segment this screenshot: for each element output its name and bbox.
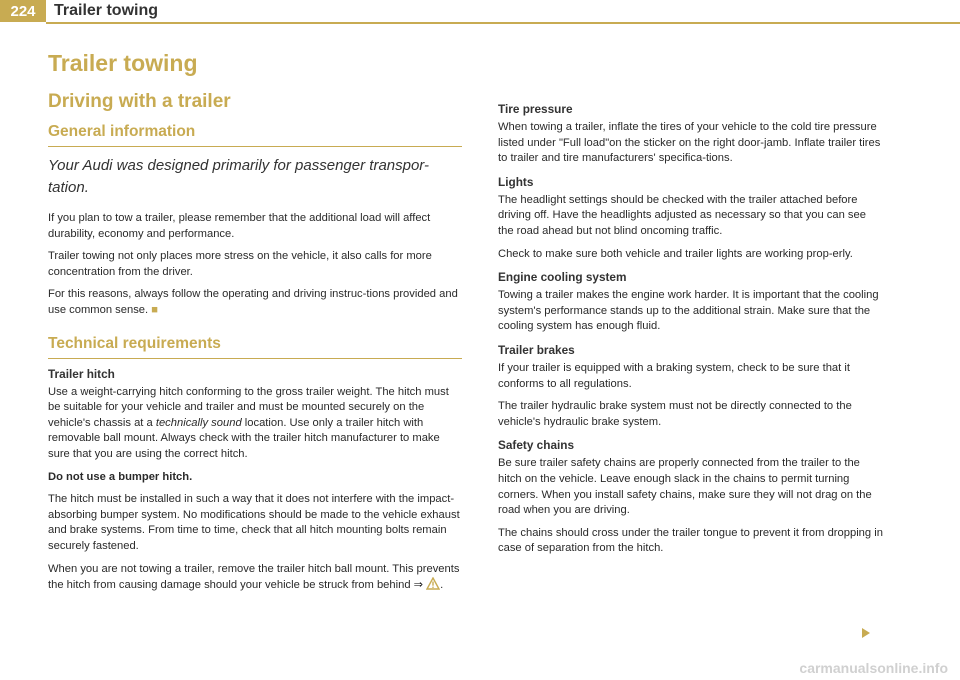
hitch-paragraph-1-text-b: location. Use only a trailer hitch with removable ball mount. Always check with the trailer hitch manufacturer to make sure that you are using the correct hitch. — [48, 416, 440, 460]
right-column — [498, 94, 884, 564]
warning-triangle-icon[interactable] — [426, 577, 440, 596]
technically-sound-emphasis: technically sound — [155, 416, 242, 429]
hitch-paragraph-2: The hitch must be installed in such a way that it does not interfere with the impact-absorbing bumper system. No modifications should be made to the vehicle exhaust and brake systems. From time to time, check that all hitch mounting bolts remain securely fastened. — [48, 493, 460, 552]
watermark: carmanualsonline.info — [799, 660, 948, 676]
general-information-heading: General information — [48, 123, 462, 147]
hitch-paragraph-1-text-a: Use a weight-carrying hitch conforming to the gross trailer weight. The hitch must be suitable for your vehicle and trailer and must be mounted securely on the vehicle's chassis at a — [48, 385, 449, 429]
engine-cooling-heading: Engine cooling system — [498, 270, 627, 285]
lights-paragraph-2: Check to make sure both vehicle and trailer lights are working prop-erly. — [498, 247, 853, 260]
general-paragraph-1: If you plan to tow a trailer, please remember that the additional load will affect durability, economy and performance. — [48, 212, 431, 240]
continue-arrow-icon[interactable] — [862, 628, 870, 638]
section-title: Driving with a trailer — [48, 91, 231, 112]
page-number: 224 — [0, 0, 46, 22]
left-column — [48, 50, 462, 603]
lead-paragraph: Your Audi was designed primarily for passenger transpor-tation. — [48, 157, 430, 196]
hitch-paragraph-3: When you are not towing a trailer, remove the trailer hitch ball mount. This prevents the hitch from causing damage should your vehicle be struck from behind ⇒ . — [48, 562, 462, 596]
tire-pressure-paragraph: When towing a trailer, inflate the tires of your vehicle to the cold tire pressure listed under "Full load"on the sticker on the right door-jamb. Inflate trailer tires to trailer and tire manufacturers' specifica-tions. — [498, 121, 881, 165]
general-paragraph-3 — [48, 287, 462, 318]
trailer-brakes-heading: Trailer brakes — [498, 342, 575, 357]
safety-chains-heading: Safety chains — [498, 438, 575, 453]
lights-paragraph-1: The headlight settings should be checked with the trailer attached before driving off. Have the headlights adjusted as necessary so that you can see the road ahead but not blind oncoming traffic. — [498, 193, 866, 237]
engine-cooling-paragraph: Towing a trailer makes the engine work harder. It is important that the cooling system's performance stands up to the additional strain. Make sure that the cooling system has enough fluid. — [498, 289, 879, 333]
safety-chains-paragraph-1: Be sure trailer safety chains are properly connected from the trailer to the hitch on the vehicle. Leave enough slack in the chains to permit turning corners. When you install safety chains, make sure they will not drag on the road when you are driving. — [498, 457, 872, 517]
general-paragraph-3-text: For this reasons, always follow the operating and driving instruc-tions provided and use common sense. — [48, 288, 458, 316]
safety-chains-paragraph-2: The chains should cross under the trailer tongue to prevent it from dropping in case of separation from the hitch. — [498, 526, 883, 555]
trailer-brakes-paragraph-2: The trailer hydraulic brake system must not be directly connected to the vehicle's hydraulic brake system. — [498, 400, 852, 428]
trailer-brakes-paragraph-1: If your trailer is equipped with a braking system, check to be sure that it conforms to all regulations. — [498, 361, 850, 390]
lights-heading: Lights — [498, 174, 534, 189]
header-rule — [46, 22, 960, 24]
chapter-title: Trailer towing — [48, 50, 198, 76]
general-paragraph-2: Trailer towing not only places more stress on the vehicle, it also calls for more concentration from the driver. — [48, 250, 432, 278]
bumper-hitch-warning: Do not use a bumper hitch. — [48, 470, 193, 483]
section-end-mark: ■ — [151, 303, 158, 316]
tire-pressure-heading: Tire pressure — [498, 102, 573, 116]
trailer-hitch-heading: Trailer hitch — [48, 366, 115, 381]
hitch-paragraph-1 — [48, 385, 462, 463]
technical-requirements-heading: Technical requirements — [48, 335, 462, 359]
hitch-paragraph-3-text: When you are not towing a trailer, remove the trailer hitch ball mount. This prevents the hitch from causing damage should your vehicle be struck from behind ⇒ — [48, 562, 460, 592]
running-title: Trailer towing — [54, 2, 159, 19]
